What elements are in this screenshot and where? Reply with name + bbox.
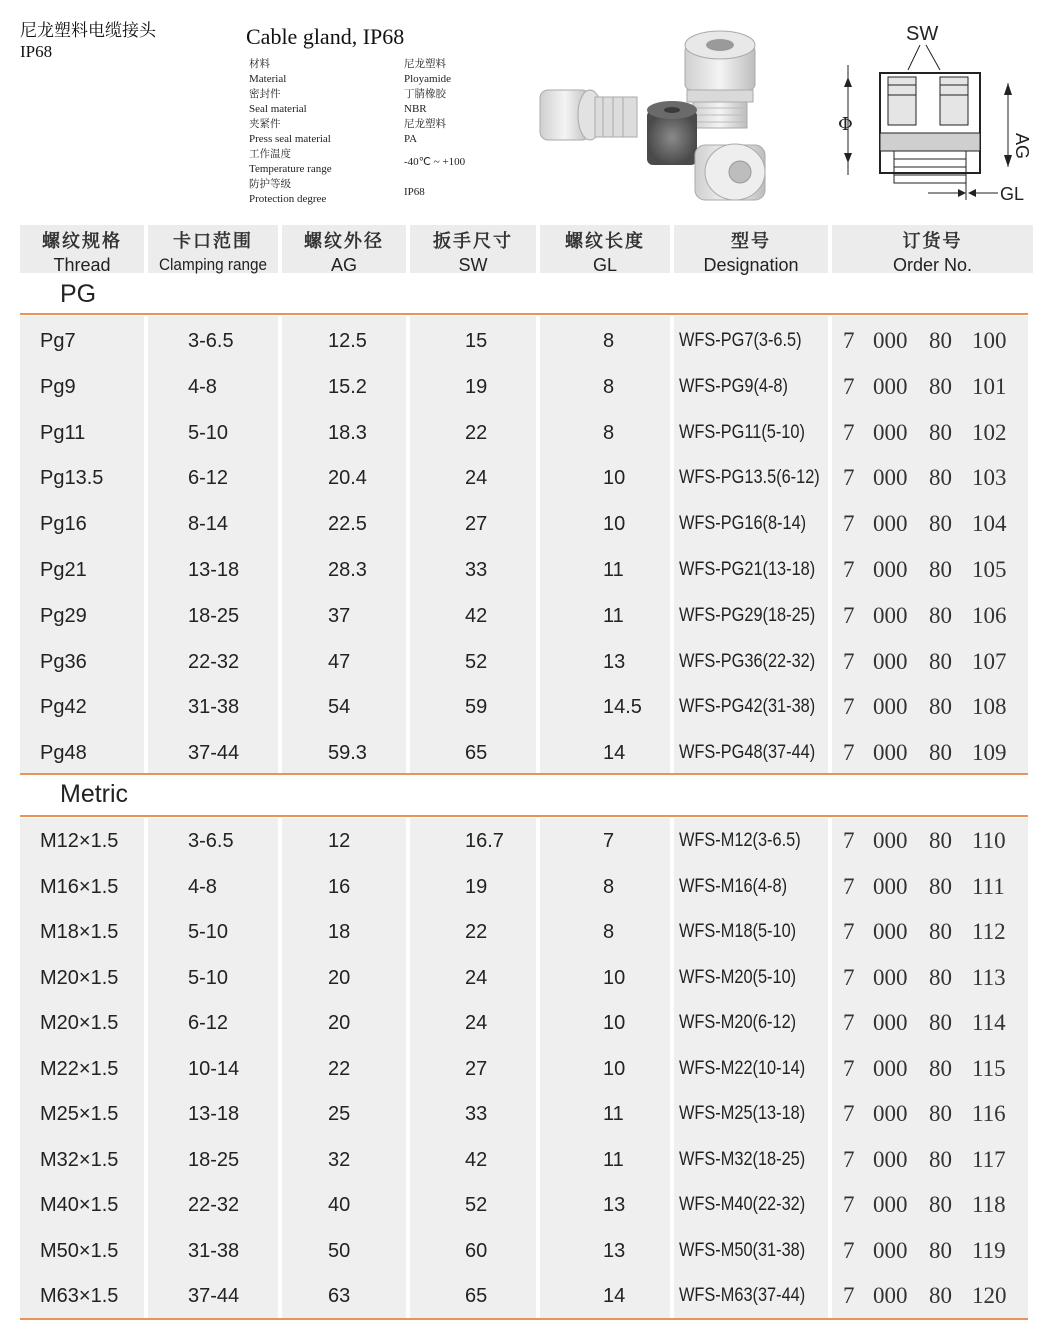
designation-cell: WFS-M22(10-14)	[679, 1057, 806, 1079]
spec-label-cn: 材料	[249, 58, 270, 70]
column-header-cn: 订货号	[902, 231, 963, 252]
order-number-part: 7	[843, 694, 855, 720]
column-header-order-no	[832, 225, 1033, 273]
designation-cell: WFS-PG9(4-8)	[679, 375, 788, 397]
column-header-en: Thread	[53, 255, 111, 275]
ag-cell: 12	[328, 830, 351, 852]
ag-cell: 20.4	[328, 467, 367, 490]
order-number-part: 104	[972, 511, 1007, 537]
dimension-drawing	[828, 15, 1033, 210]
thread-cell: Pg36	[40, 650, 87, 673]
order-number-part: 80	[929, 1010, 952, 1035]
table-row	[0, 1275, 1041, 1321]
clamping-range-cell: 5-10	[188, 421, 229, 444]
sw-label: SW	[906, 23, 939, 45]
gl-cell: 14.5	[603, 696, 642, 719]
order-number-part: 000	[873, 964, 908, 990]
ag-cell: 18.3	[328, 421, 367, 444]
order-number-part: 000	[873, 1146, 908, 1172]
clamping-range-cell: 4-8	[188, 875, 217, 898]
order-number-part: 000	[873, 602, 908, 628]
order-number-part: 7	[843, 1010, 855, 1035]
gl-cell: 8	[603, 921, 615, 943]
order-number-part: 7	[843, 1055, 855, 1081]
column-header-gl	[540, 225, 670, 273]
designation-cell: WFS-PG36(22-32)	[679, 650, 816, 672]
order-number-part: 80	[929, 919, 952, 944]
ag-cell: 20	[328, 1012, 351, 1034]
gl-cell: 7	[603, 830, 615, 852]
product-photo	[535, 15, 805, 215]
column-header-en: GL	[592, 255, 617, 275]
table-row	[0, 503, 1041, 549]
table-row	[0, 820, 1041, 866]
gl-cell: 10	[603, 467, 626, 490]
table-row	[0, 457, 1041, 503]
column-header-en: Designation	[703, 255, 799, 275]
thread-cell: M18×1.5	[40, 921, 119, 943]
section-divider	[20, 313, 1028, 315]
order-number-part: 101	[972, 373, 1007, 399]
ag-cell: 54	[328, 696, 351, 719]
gl-cell: 11	[603, 1148, 624, 1171]
clamping-range-cell: 22-32	[188, 1194, 240, 1216]
order-number-part: 7	[843, 964, 855, 990]
section-title-pg: PG	[60, 280, 97, 308]
table-row	[0, 549, 1041, 595]
clamping-range-cell: 10-14	[188, 1057, 240, 1080]
order-number-part: 80	[929, 740, 952, 766]
thread-cell: M22×1.5	[40, 1057, 119, 1080]
order-number-part: 7	[843, 1192, 855, 1217]
ag-cell: 16	[328, 875, 351, 898]
table-row	[0, 1002, 1041, 1048]
spec-label-cn: 夹紧件	[249, 118, 281, 130]
sw-cell: 65	[465, 1285, 488, 1307]
designation-cell: WFS-M63(37-44)	[679, 1285, 806, 1306]
order-number-part: 80	[929, 828, 952, 853]
page-subtitle: IP68	[20, 42, 53, 61]
thread-cell: M40×1.5	[40, 1194, 119, 1216]
table-row	[0, 412, 1041, 458]
gl-cell: 13	[603, 650, 626, 673]
order-number-part: 7	[843, 919, 855, 944]
sw-cell: 52	[465, 650, 488, 673]
ag-cell: 12.5	[328, 330, 367, 352]
clamping-range-cell: 18-25	[188, 1148, 240, 1171]
order-number-part: 80	[929, 1237, 952, 1263]
order-number-part: 114	[972, 1010, 1006, 1035]
order-number-part: 7	[843, 1283, 855, 1308]
spec-value-en: NBR	[404, 103, 427, 115]
sw-cell: 15	[465, 330, 488, 352]
table-row	[0, 866, 1041, 912]
table-row	[0, 1139, 1041, 1185]
order-number-part: 80	[929, 1146, 952, 1172]
designation-cell: WFS-PG16(8-14)	[679, 513, 807, 535]
sw-cell: 16.7	[465, 830, 504, 852]
designation-cell: WFS-PG42(31-38)	[679, 696, 816, 718]
order-number-part: 103	[972, 465, 1007, 491]
order-number-part: 7	[843, 602, 855, 628]
order-number-part: 000	[873, 511, 908, 537]
order-number-part: 7	[843, 740, 855, 766]
sw-cell: 59	[465, 696, 488, 719]
order-number-part: 80	[929, 373, 952, 399]
table-row	[0, 686, 1041, 732]
column-header-cn: 扳手尺寸	[433, 231, 513, 252]
order-number-part: 000	[873, 1055, 908, 1081]
column-header-ag	[282, 225, 406, 273]
spec-label-cn: 密封件	[249, 88, 281, 100]
column-header-cn: 卡口范围	[173, 231, 253, 252]
sw-cell: 42	[465, 604, 488, 627]
thread-cell: M32×1.5	[40, 1148, 119, 1171]
clamping-range-cell: 13-18	[188, 559, 240, 581]
designation-cell: WFS-PG11(5-10)	[679, 421, 805, 443]
spec-value-cn: 丁腈橡胶	[404, 88, 446, 100]
gl-cell: 8	[603, 375, 615, 398]
order-number-part: 106	[972, 602, 1007, 628]
clamping-range-cell: 18-25	[188, 604, 240, 627]
gl-cell: 8	[603, 421, 615, 444]
column-header-en: Clamping range	[158, 255, 267, 274]
order-number-part: 7	[843, 511, 855, 537]
order-number-part: 120	[972, 1283, 1007, 1308]
order-number-part: 80	[929, 1283, 952, 1308]
gl-cell: 13	[603, 1239, 626, 1262]
order-number-part: 105	[972, 557, 1007, 582]
ag-cell: 28.3	[328, 559, 367, 581]
ag-cell: 20	[328, 966, 351, 989]
table-row	[0, 1230, 1041, 1276]
order-number-part: 7	[843, 465, 855, 491]
gl-cell: 13	[603, 1194, 626, 1216]
spec-value-cn: 尼龙塑料	[404, 58, 446, 70]
thread-cell: Pg29	[40, 604, 87, 627]
gl-cell: 11	[603, 559, 624, 581]
section-title-metric: Metric	[60, 780, 129, 808]
clamping-range-cell: 4-8	[188, 375, 217, 398]
ag-cell: 22.5	[328, 513, 367, 536]
table-row	[0, 366, 1041, 412]
designation-cell: WFS-M20(5-10)	[679, 966, 797, 988]
ag-label: AG	[1012, 133, 1032, 160]
spec-label-en: Material	[249, 73, 287, 85]
thread-cell: Pg42	[40, 696, 87, 719]
gl-cell: 8	[603, 875, 615, 898]
phi-label: Φ	[838, 114, 853, 135]
designation-cell: WFS-PG48(37-44)	[679, 742, 816, 764]
order-number-part: 80	[929, 1192, 952, 1217]
order-number-part: 7	[843, 1146, 855, 1172]
order-number-part: 80	[929, 557, 952, 582]
column-header-sw	[410, 225, 536, 273]
order-number-part: 115	[972, 1055, 1006, 1081]
spec-label-en: Seal material	[249, 103, 307, 115]
spec-value-cn: 尼龙塑料	[404, 118, 446, 130]
ag-cell: 50	[328, 1239, 351, 1262]
designation-cell: WFS-PG7(3-6.5)	[679, 330, 802, 351]
sw-cell: 33	[465, 1103, 488, 1125]
column-header-en: AG	[330, 255, 357, 275]
sw-cell: 19	[465, 875, 488, 898]
sw-cell: 24	[465, 966, 488, 989]
ag-cell: 40	[328, 1194, 351, 1216]
designation-cell: WFS-PG29(18-25)	[679, 604, 816, 626]
clamping-range-cell: 3-6.5	[188, 830, 234, 852]
order-number-part: 000	[873, 1192, 908, 1217]
order-number-part: 000	[873, 1283, 908, 1308]
thread-cell: M16×1.5	[40, 875, 119, 898]
spec-label-cn: 工作温度	[249, 148, 291, 160]
order-number-part: 110	[972, 828, 1006, 853]
order-number-part: 000	[873, 1237, 908, 1263]
order-number-part: 7	[843, 1101, 855, 1126]
table-row	[0, 595, 1041, 641]
sw-cell: 33	[465, 559, 488, 581]
sw-cell: 22	[465, 421, 488, 444]
gl-cell: 8	[603, 330, 615, 352]
sw-cell: 27	[465, 1057, 488, 1080]
order-number-part: 80	[929, 419, 952, 445]
order-number-part: 109	[972, 740, 1007, 766]
thread-cell: M63×1.5	[40, 1285, 119, 1307]
order-number-part: 113	[972, 964, 1006, 990]
table-row	[0, 911, 1041, 957]
order-number-part: 000	[873, 328, 908, 353]
order-number-part: 80	[929, 465, 952, 491]
order-number-part: 000	[873, 648, 908, 674]
thread-cell: Pg16	[40, 513, 87, 536]
order-number-part: 7	[843, 648, 855, 674]
order-number-part: 000	[873, 919, 908, 944]
section-divider	[20, 815, 1028, 817]
ag-cell: 63	[328, 1285, 351, 1307]
sw-cell: 27	[465, 513, 488, 536]
order-number-part: 000	[873, 873, 908, 899]
table-row	[0, 1184, 1041, 1230]
spec-value-en: Ployamide	[404, 73, 452, 85]
thread-cell: Pg11	[40, 421, 86, 444]
table-row	[0, 1093, 1041, 1139]
clamping-range-cell: 8-14	[188, 513, 229, 536]
ag-cell: 15.2	[328, 375, 367, 398]
order-number-part: 000	[873, 557, 908, 582]
ag-cell: 37	[328, 604, 351, 627]
order-number-part: 000	[873, 740, 908, 766]
column-header-designation	[674, 225, 828, 273]
designation-cell: WFS-M32(18-25)	[679, 1148, 806, 1170]
gl-cell: 10	[603, 513, 626, 536]
column-header-cn: 螺纹外径	[304, 231, 384, 252]
clamping-range-cell: 13-18	[188, 1103, 240, 1125]
spec-label-en: Press seal material	[249, 133, 331, 145]
column-header-cn: 螺纹长度	[565, 231, 645, 252]
clamping-range-cell: 37-44	[188, 1285, 240, 1307]
table-row	[0, 1048, 1041, 1094]
sw-cell: 52	[465, 1194, 488, 1216]
thread-cell: Pg13.5	[40, 467, 104, 490]
order-number-part: 80	[929, 511, 952, 537]
spec-value-en: PA	[404, 133, 418, 145]
order-number-part: 7	[843, 419, 855, 445]
metric-table	[0, 818, 1041, 1318]
thread-cell: M20×1.5	[40, 1012, 119, 1034]
page-title-cn: 尼龙塑料电缆接头	[20, 21, 156, 41]
order-number-part: 118	[972, 1192, 1006, 1217]
order-number-part: 000	[873, 828, 908, 853]
thread-cell: Pg21	[40, 559, 87, 581]
sw-cell: 22	[465, 921, 488, 943]
order-number-part: 80	[929, 873, 952, 899]
gl-cell: 11	[603, 604, 624, 627]
pg-table	[0, 316, 1041, 773]
ag-cell: 25	[328, 1103, 351, 1125]
clamping-range-cell: 31-38	[188, 1239, 240, 1262]
order-number-part: 000	[873, 465, 908, 491]
gl-cell: 10	[603, 1012, 626, 1034]
clamping-range-cell: 5-10	[188, 966, 229, 989]
spec-value-en: -40℃ ~ +100	[404, 156, 466, 168]
order-number-part: 7	[843, 373, 855, 399]
clamping-range-cell: 22-32	[188, 650, 240, 673]
thread-cell: Pg48	[40, 742, 87, 765]
order-number-part: 80	[929, 964, 952, 990]
column-header-en: SW	[458, 255, 488, 275]
column-header-cn: 螺纹规格	[42, 231, 122, 252]
order-number-part: 7	[843, 328, 855, 353]
sw-cell: 24	[465, 1012, 488, 1034]
gl-cell: 10	[603, 966, 626, 989]
gl-cell: 11	[603, 1103, 624, 1125]
column-header-cn: 型号	[731, 231, 771, 252]
clamping-range-cell: 5-10	[188, 921, 229, 943]
column-header-clamping-range	[148, 225, 278, 273]
spec-label-en: Temperature range	[249, 163, 332, 175]
designation-cell: WFS-M25(13-18)	[679, 1103, 806, 1124]
sw-cell: 42	[465, 1148, 488, 1171]
order-number-part: 80	[929, 1055, 952, 1081]
order-number-part: 100	[972, 328, 1007, 353]
sw-cell: 19	[465, 375, 488, 398]
order-number-part: 000	[873, 1010, 908, 1035]
order-number-part: 000	[873, 1101, 908, 1126]
ag-cell: 32	[328, 1148, 351, 1171]
spec-label-cn: 防护等级	[249, 178, 291, 190]
ag-cell: 18	[328, 921, 351, 943]
thread-cell: M25×1.5	[40, 1103, 119, 1125]
order-number-part: 80	[929, 694, 952, 720]
order-number-part: 80	[929, 328, 952, 353]
order-number-part: 80	[929, 1101, 952, 1126]
thread-cell: M20×1.5	[40, 966, 119, 989]
order-number-part: 111	[972, 873, 1005, 899]
designation-cell: WFS-M12(3-6.5)	[679, 830, 801, 851]
designation-cell: WFS-PG13.5(6-12)	[679, 467, 820, 489]
sw-cell: 65	[465, 742, 488, 765]
order-number-part: 108	[972, 694, 1007, 720]
designation-cell: WFS-M18(5-10)	[679, 921, 797, 942]
ag-cell: 47	[328, 650, 351, 673]
order-number-part: 102	[972, 419, 1007, 445]
thread-cell: M12×1.5	[40, 830, 119, 852]
column-header-thread	[20, 225, 144, 273]
designation-cell: WFS-M40(22-32)	[679, 1194, 806, 1215]
order-number-part: 116	[972, 1101, 1006, 1126]
ag-cell: 22	[328, 1057, 351, 1080]
clamping-range-cell: 37-44	[188, 742, 240, 765]
designation-cell: WFS-M20(6-12)	[679, 1012, 797, 1033]
product-title: Cable gland, IP68	[246, 24, 405, 49]
clamping-range-cell: 6-12	[188, 467, 229, 490]
thread-cell: M50×1.5	[40, 1239, 119, 1262]
order-number-part: 000	[873, 694, 908, 720]
gl-label: GL	[1000, 184, 1025, 204]
table-row	[0, 641, 1041, 687]
sw-cell: 24	[465, 467, 488, 490]
designation-cell: WFS-M16(4-8)	[679, 875, 788, 897]
order-number-part: 107	[972, 648, 1007, 674]
order-number-part: 000	[873, 373, 908, 399]
order-number-part: 7	[843, 828, 855, 853]
thread-cell: Pg7	[40, 330, 76, 352]
table-row	[0, 957, 1041, 1003]
order-number-part: 80	[929, 648, 952, 674]
order-number-part: 119	[972, 1237, 1006, 1263]
table-row	[0, 320, 1041, 366]
clamping-range-cell: 6-12	[188, 1012, 229, 1034]
order-number-part: 117	[972, 1146, 1006, 1172]
order-number-part: 7	[843, 557, 855, 582]
table-row	[0, 732, 1041, 778]
sw-cell: 60	[465, 1239, 488, 1262]
order-number-part: 7	[843, 873, 855, 899]
clamping-range-cell: 3-6.5	[188, 330, 234, 352]
order-number-part: 000	[873, 419, 908, 445]
gl-cell: 14	[603, 742, 626, 765]
thread-cell: Pg9	[40, 375, 76, 398]
spec-label-en: Protection degree	[249, 193, 327, 205]
designation-cell: WFS-M50(31-38)	[679, 1239, 806, 1261]
ag-cell: 59.3	[328, 742, 367, 765]
order-number-part: 80	[929, 602, 952, 628]
order-number-part: 112	[972, 919, 1006, 944]
column-header-en: Order No.	[892, 255, 973, 275]
gl-cell: 10	[603, 1057, 626, 1080]
order-number-part: 7	[843, 1237, 855, 1263]
gl-cell: 14	[603, 1285, 626, 1307]
spec-value-en: IP68	[404, 186, 425, 198]
designation-cell: WFS-PG21(13-18)	[679, 559, 816, 580]
clamping-range-cell: 31-38	[188, 696, 240, 719]
